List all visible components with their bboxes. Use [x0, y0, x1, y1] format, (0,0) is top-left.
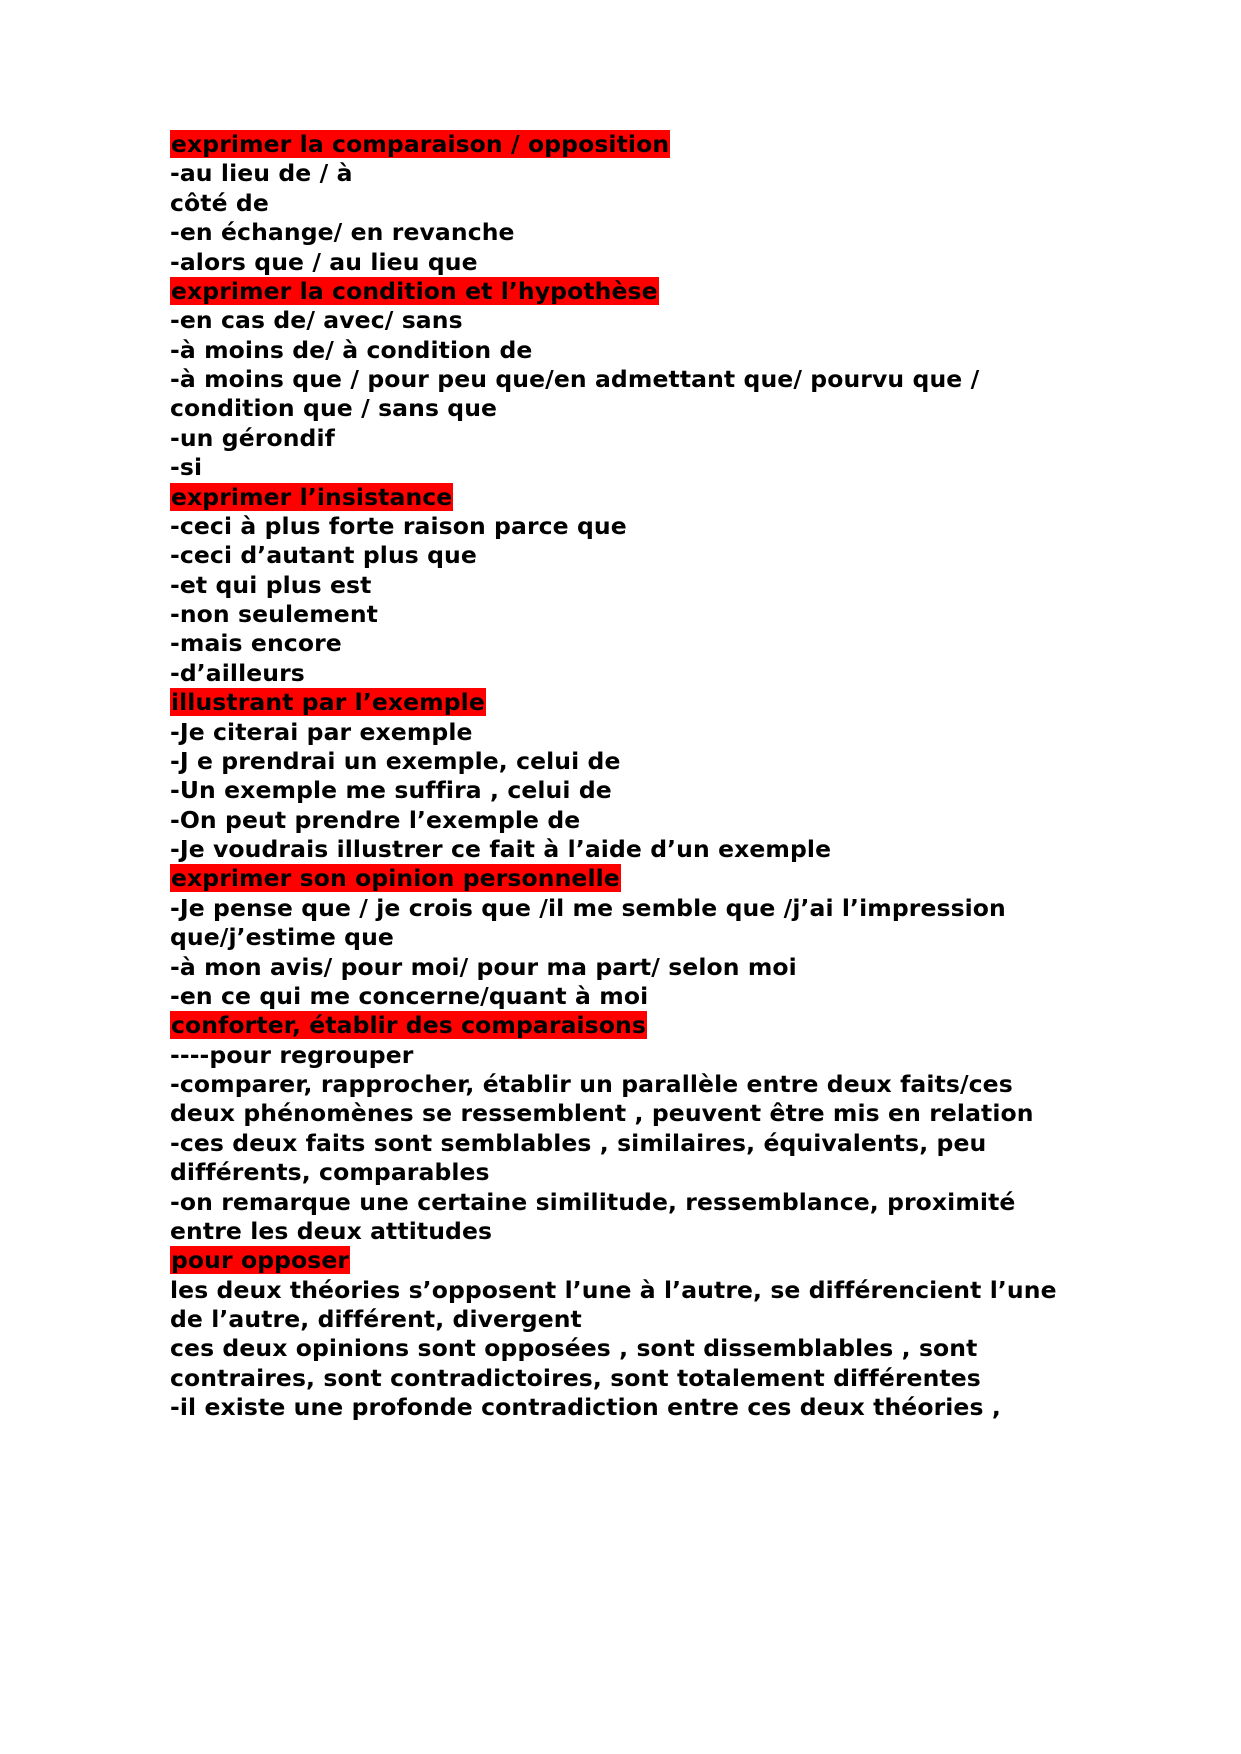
section-line: les deux théories s’opposent l’une à l’autre, se différencient l’une de l’autre, différent, divergent [170, 1275, 1057, 1333]
section-line: -il existe une profonde contradiction entre ces deux théories , [170, 1393, 1001, 1422]
section-line: -en échange/ en revanche [170, 218, 515, 247]
section-heading [170, 1246, 1071, 1275]
section-illustrant-exemple [170, 688, 1071, 864]
section-heading [170, 1011, 1071, 1040]
section-heading [170, 483, 1071, 512]
section-line: -alors que / au lieu que [170, 247, 478, 276]
section-line: -à moins de/ à condition de [170, 335, 533, 364]
section-line: côté de [170, 188, 269, 217]
section-line: -Un exemple me suffira , celui de [170, 776, 612, 805]
section-heading [170, 688, 1071, 717]
section-insistance [170, 483, 1071, 689]
section-line: -mais encore [170, 629, 342, 658]
section-condition-hypothese [170, 277, 1071, 483]
section-line: -en ce qui me concerne/quant à moi [170, 981, 649, 1010]
section-conforter-comparaisons [170, 1011, 1071, 1246]
document-body [170, 130, 1071, 1423]
section-heading-text: exprimer l’insistance [171, 482, 453, 511]
section-heading [170, 130, 1071, 159]
section-line: -ces deux faits sont semblables , similaires, équivalents, peu différents, comparables [170, 1128, 987, 1187]
section-line: ----pour regrouper [170, 1040, 414, 1069]
section-line: -J e prendrai un exemple, celui de [170, 746, 621, 775]
section-heading [170, 277, 1071, 306]
section-line: -en cas de/ avec/ sans [170, 306, 463, 335]
section-line: -un gérondif [170, 423, 335, 452]
section-heading-text: exprimer la comparaison / opposition [171, 130, 670, 158]
section-opinion-personnelle [170, 864, 1071, 1011]
section-line: -si [170, 453, 203, 482]
section-line: -ceci d’autant plus que [170, 541, 477, 570]
section-heading-text: pour opposer [171, 1246, 350, 1275]
section-line: -ceci à plus forte raison parce que [170, 511, 627, 540]
section-line: -Je voudrais illustrer ce fait à l’aide d’un exemple [170, 835, 832, 863]
section-line: -On peut prendre l’exemple de [170, 805, 581, 834]
section-line: -on remarque une certaine similitude, ressemblance, proximité entre les deux attitudes [170, 1187, 1016, 1245]
section-heading-text: illustrant par l’exemple [171, 688, 485, 717]
section-pour-opposer [170, 1246, 1071, 1422]
section-heading-text: exprimer la condition et l’hypothèse [171, 276, 658, 305]
section-line: -Je citerai par exemple [170, 717, 473, 746]
section-line: -d’ailleurs [170, 658, 305, 687]
section-heading-text: conforter, établir des comparaisons [171, 1011, 646, 1040]
section-line: -et qui plus est [170, 570, 372, 599]
section-heading-text: exprimer son opinion personnelle [171, 864, 620, 893]
section-line: -Je pense que / je crois que /il me semble que /j’ai l’impression que/j’estime que [170, 893, 1006, 952]
section-heading [170, 864, 1071, 893]
section-comparaison-opposition [170, 130, 1071, 277]
section-line: -à moins que / pour peu que/en admettant que/ pourvu que / condition que / sans que [170, 365, 988, 423]
section-line: -à mon avis/ pour moi/ pour ma part/ selon moi [170, 952, 797, 981]
section-line: -au lieu de / à [170, 159, 353, 188]
section-line: ces deux opinions sont opposées , sont dissemblables , sont contraires, sont contradictoires, sont totalement différentes [170, 1334, 981, 1392]
section-line: -comparer, rapprocher, établir un parallèle entre deux faits/ces deux phénomènes se ressemblent , peuvent être mis en relation [170, 1070, 1034, 1128]
section-line: -non seulement [170, 600, 378, 628]
